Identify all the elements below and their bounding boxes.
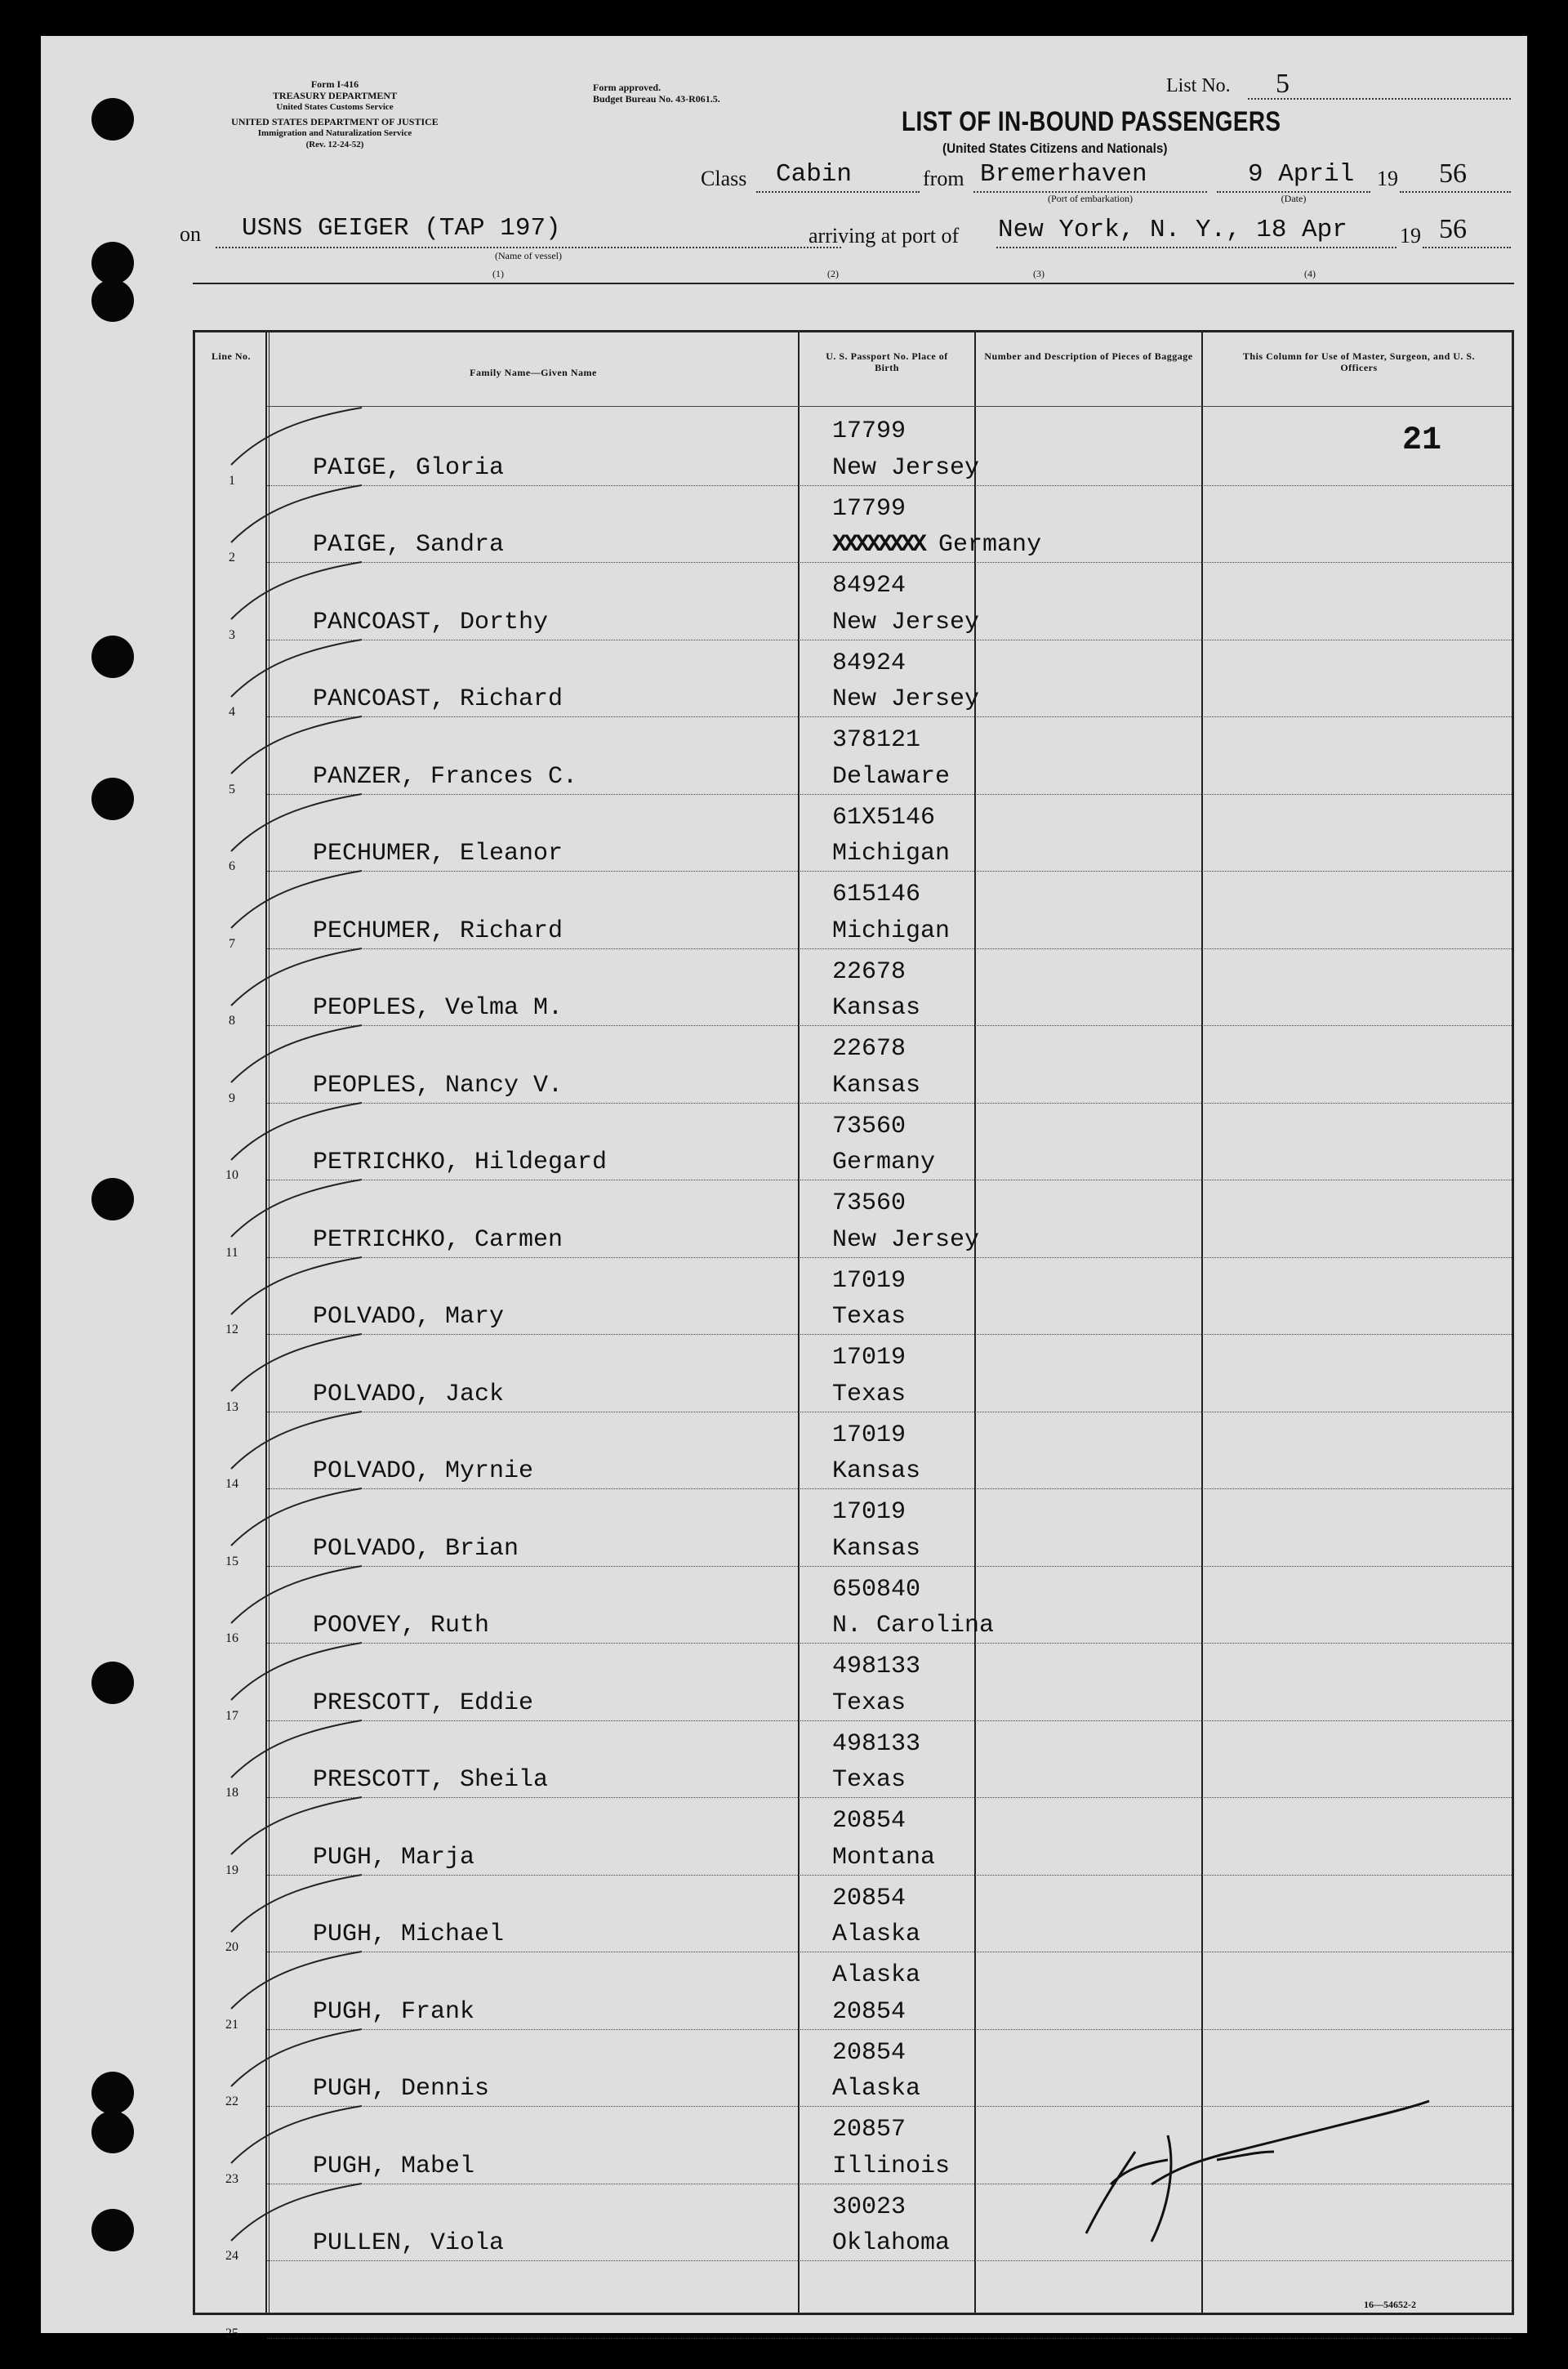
passport-line-2: [832, 1226, 979, 1254]
year-underline: [1400, 191, 1511, 193]
passport-line-1: 20857: [832, 2116, 906, 2144]
line-number: 23: [225, 2171, 238, 2186]
passenger-name: PEOPLES, Nancy V.: [313, 1071, 564, 1100]
struck-text: XXXXXXXX: [832, 531, 924, 559]
birthplace: Kansas: [832, 1071, 921, 1100]
passport-line-1: 84924: [832, 572, 906, 600]
line-number: 21: [225, 2017, 238, 2032]
header-line-no: Line No.: [211, 350, 251, 362]
passport-line-2: [832, 2153, 950, 2180]
year-value-2: 56: [1439, 214, 1467, 244]
column-number-4: (4): [1304, 268, 1316, 279]
passenger-name: PANCOAST, Richard: [313, 685, 564, 713]
passenger-name: PAIGE, Sandra: [313, 531, 505, 559]
header-officers: This Column for Use of Master, Surgeon, and U. S. Officers: [1242, 350, 1476, 373]
birthplace: New Jersey: [832, 453, 980, 482]
port-caption: (Port of embarkation): [1048, 193, 1133, 204]
passenger-name: PAIGE, Gloria: [313, 453, 505, 482]
passport-line-1: 17019: [832, 1266, 906, 1295]
birthplace: Michigan: [832, 840, 951, 868]
passport-line-2: [832, 1689, 906, 1717]
year-prefix: 19: [1377, 167, 1398, 190]
passport-line-1: Alaska: [832, 1961, 921, 1989]
birthplace: New Jersey: [832, 685, 980, 713]
passenger-name: PUGH, Marja: [313, 1843, 475, 1872]
passenger-name: PECHUMER, Richard: [313, 917, 564, 945]
passenger-name: PEOPLES, Velma M.: [313, 994, 564, 1022]
table-row: [195, 871, 1512, 951]
passenger-name: PANZER, Frances C.: [313, 762, 578, 791]
line-number: 13: [225, 1399, 238, 1414]
passenger-name: PECHUMER, Eleanor: [313, 840, 564, 868]
table-row: [195, 1875, 1512, 1952]
line-number: 24: [225, 2249, 238, 2263]
year-prefix-2: 19: [1400, 224, 1421, 248]
line-number: 25: [225, 2326, 238, 2340]
binder-hole: [91, 2209, 134, 2251]
line-number: 14: [225, 1477, 238, 1491]
officer-count: 21: [1402, 422, 1442, 459]
class-underline: [756, 191, 920, 193]
table-row: [195, 1643, 1512, 1723]
passport-line-2: [832, 917, 950, 945]
passport-line-1: 498133: [832, 1653, 921, 1680]
passport-line-2: [832, 1612, 994, 1640]
arrival-underline: [996, 247, 1396, 248]
vessel-underline: [216, 247, 841, 248]
customs-service: United States Customs Service: [276, 102, 394, 112]
passenger-name: POOVEY, Ruth: [313, 1612, 490, 1640]
passenger-name: PRESCOTT, Sheila: [313, 1766, 549, 1794]
passport-line-2: [832, 1844, 935, 1872]
table-row: [195, 1566, 1512, 1644]
passport-line-2: [832, 994, 920, 1022]
line-number: 9: [229, 1091, 235, 1105]
passenger-name: POLVADO, Mary: [313, 1303, 505, 1331]
line-number: 5: [229, 782, 235, 796]
officer-signature: [1054, 2086, 1446, 2250]
vessel-name: USNS GEIGER (TAP 197): [242, 214, 561, 243]
binder-hole: [91, 1178, 134, 1220]
passenger-name: PULLEN, Viola: [313, 2229, 505, 2257]
table-row: [195, 1797, 1512, 1875]
binder-hole: [91, 279, 134, 322]
binder-hole: [91, 2072, 134, 2114]
passenger-name: PRESCOTT, Eddie: [313, 1689, 534, 1717]
passport-line-2: [832, 609, 979, 636]
passport-line-2: [832, 840, 950, 868]
passport-line-2: [832, 1921, 920, 1948]
passenger-name: PETRICHKO, Hildegard: [313, 1149, 608, 1176]
header-name: Family Name—Given Name: [470, 367, 597, 378]
header-baggage: Number and Description of Pieces of Baggage: [984, 350, 1193, 362]
column-rule: [193, 283, 1514, 284]
passport-line-1: 17799: [832, 417, 906, 445]
binder-hole: [91, 636, 134, 678]
passport-line-2: [832, 763, 950, 791]
birthplace: Alaska: [832, 1921, 921, 1948]
birthplace: Michigan: [832, 917, 951, 945]
line-number: 19: [225, 1863, 238, 1877]
list-label: List No.: [1166, 75, 1231, 96]
header-rule: [267, 406, 1512, 407]
arrival-port: New York, N. Y., 18 Apr: [998, 216, 1348, 244]
column-number-1: (1): [492, 268, 504, 279]
line-number: 12: [225, 1323, 238, 1336]
passport-line-1: 20854: [832, 2038, 906, 2067]
birthplace: Kansas: [832, 994, 921, 1022]
form-approved: Form approved.: [593, 82, 662, 93]
column-number-2: (2): [827, 268, 839, 279]
from-value: Bremerhaven: [980, 160, 1147, 189]
passport-line-2: [832, 1766, 906, 1794]
arriving-label: arriving at port of: [808, 224, 960, 248]
passport-line-1: 17019: [832, 1421, 906, 1449]
from-label: from: [923, 167, 964, 190]
footer-code: 16—54652-2: [1364, 2299, 1416, 2310]
passport-line-2: [832, 2075, 920, 2103]
birthplace: New Jersey: [832, 1225, 980, 1254]
birthplace: 20854: [832, 1997, 906, 2026]
passport-line-2: [832, 685, 979, 713]
birthplace: Oklahoma: [832, 2229, 951, 2257]
approval-block: [593, 82, 720, 105]
birthplace: New Jersey: [832, 608, 980, 636]
form-subtitle: (United States Citizens and Nationals): [942, 141, 1168, 156]
form-number: Form I-416: [310, 78, 359, 90]
line-number: 15: [225, 1554, 238, 1568]
passport-line-2: [832, 1535, 920, 1563]
passport-line-2: [832, 1457, 920, 1485]
table-row: [195, 1412, 1512, 1489]
passenger-name: PUGH, Michael: [313, 1921, 505, 1948]
table-row: [195, 1025, 1512, 1103]
header-passport: U. S. Passport No. Place of Birth: [826, 350, 948, 373]
row-rule: [267, 2338, 1512, 2339]
passport-line-1: 20854: [832, 1807, 906, 1835]
passport-line-2: [832, 1149, 935, 1176]
table-row: [195, 1720, 1512, 1798]
vessel-caption: (Name of vessel): [495, 250, 562, 261]
passport-line-1: 17019: [832, 1498, 906, 1526]
table-row: [195, 1257, 1512, 1335]
birthplace: Montana: [832, 1843, 936, 1872]
birthplace: Kansas: [832, 1534, 921, 1563]
birthplace: Kansas: [832, 1457, 921, 1485]
passenger-name: PUGH, Frank: [313, 1997, 475, 2026]
passenger-name: POLVADO, Jack: [313, 1380, 505, 1408]
table-row: [195, 1334, 1512, 1412]
birthplace: N. Carolina: [832, 1612, 995, 1640]
line-number: 6: [229, 859, 235, 873]
birthplace: Texas: [832, 1303, 906, 1331]
passport-line-1: 30023: [832, 2193, 906, 2221]
passport-line-1: 84924: [832, 649, 906, 677]
passport-line-1: 378121: [832, 726, 921, 754]
passenger-name: PUGH, Mabel: [313, 2152, 475, 2180]
line-number: 2: [229, 551, 235, 564]
justice-dept: UNITED STATES DEPARTMENT OF JUSTICE: [231, 116, 439, 127]
birthplace: Germany: [938, 531, 1042, 559]
line-number: 1: [229, 473, 235, 488]
table-row: [195, 485, 1512, 563]
table-row: [195, 1952, 1512, 2032]
line-number: 7: [229, 936, 235, 951]
passport-line-1: 73560: [832, 1189, 906, 1217]
line-number: 22: [225, 2095, 238, 2108]
date-value: 9 April: [1248, 160, 1355, 189]
revision-date: (Rev. 12-24-52): [305, 140, 364, 149]
passenger-name: PETRICHKO, Carmen: [313, 1225, 564, 1254]
line-number: 4: [229, 705, 235, 719]
list-number: 5: [1276, 69, 1290, 99]
line-number: 3: [229, 627, 235, 642]
table-row: [195, 562, 1512, 640]
date-caption: (Date): [1281, 193, 1307, 204]
form-title: LIST OF IN-BOUND PASSENGERS: [902, 106, 1281, 137]
passport-line-1: 61X5146: [832, 803, 936, 832]
line-number: 17: [225, 1708, 238, 1723]
birthplace: Illinois: [832, 2152, 951, 2180]
class-label: Class: [701, 167, 747, 190]
ins-service: Immigration and Naturalization Service: [257, 128, 412, 138]
birthplace: Alaska: [832, 2075, 921, 2103]
binder-hole: [91, 778, 134, 820]
binder-hole: [91, 2111, 134, 2153]
line-number: 8: [229, 1014, 235, 1028]
binder-hole: [91, 242, 134, 284]
column-number-3: (3): [1033, 268, 1045, 279]
year-value: 56: [1439, 158, 1467, 189]
passport-line-1: 615146: [832, 881, 921, 908]
line-number: 16: [225, 1631, 238, 1645]
passport-line-2: [832, 454, 979, 482]
passport-line-2: [832, 1303, 906, 1331]
passenger-name: POLVADO, Myrnie: [313, 1457, 534, 1485]
passenger-table: [193, 330, 1514, 2340]
line-number: 10: [225, 1168, 238, 1182]
passport-line-2: [832, 2229, 950, 2257]
treasury-dept: TREASURY DEPARTMENT: [272, 90, 398, 101]
passport-line-2: [832, 1998, 906, 2026]
binder-hole: [91, 98, 134, 141]
table-row: [195, 1103, 1512, 1180]
birthplace: Germany: [832, 1149, 936, 1176]
passenger-name: PANCOAST, Dorthy: [313, 608, 549, 636]
line-number: 20: [225, 1940, 238, 1954]
birthplace: Delaware: [832, 762, 951, 791]
year-underline-2: [1423, 247, 1511, 248]
passport-line-1: 22678: [832, 957, 906, 986]
passport-line-1: 22678: [832, 1035, 906, 1063]
birthplace: Texas: [832, 1689, 906, 1717]
line-number: 11: [225, 1245, 238, 1260]
table-row: [195, 948, 1512, 1026]
budget-bureau: Budget Bureau No. 43-R061.5.: [593, 93, 720, 105]
passport-line-1: 73560: [832, 1112, 906, 1140]
passport-line-2: [832, 1381, 906, 1408]
passport-line-1: 17799: [832, 494, 906, 523]
passport-line-1: 20854: [832, 1884, 906, 1912]
table-row: [195, 716, 1512, 794]
birthplace: Texas: [832, 1380, 906, 1408]
table-row: [195, 794, 1512, 872]
document-page: [41, 36, 1527, 2340]
passport-line-1: 498133: [832, 1729, 921, 1758]
table-row: [195, 2260, 1512, 2338]
passport-line-1: 650840: [832, 1575, 921, 1604]
table-row: [195, 640, 1512, 717]
passenger-name: PUGH, Dennis: [313, 2075, 490, 2103]
table-body: [195, 408, 1512, 2340]
table-row: [195, 408, 1512, 488]
birthplace: Texas: [832, 1766, 906, 1794]
passport-line-2: [832, 1072, 920, 1100]
passenger-name: POLVADO, Brian: [313, 1534, 519, 1563]
passport-line-2: [832, 531, 1041, 559]
table-row: [195, 1488, 1512, 1566]
table-row: [195, 1180, 1512, 1260]
binder-hole: [91, 1662, 134, 1704]
line-number: 18: [225, 1786, 238, 1800]
agency-block: [163, 78, 506, 150]
on-label: on: [180, 222, 201, 246]
passport-line-1: 17019: [832, 1344, 906, 1372]
class-value: Cabin: [776, 160, 853, 189]
